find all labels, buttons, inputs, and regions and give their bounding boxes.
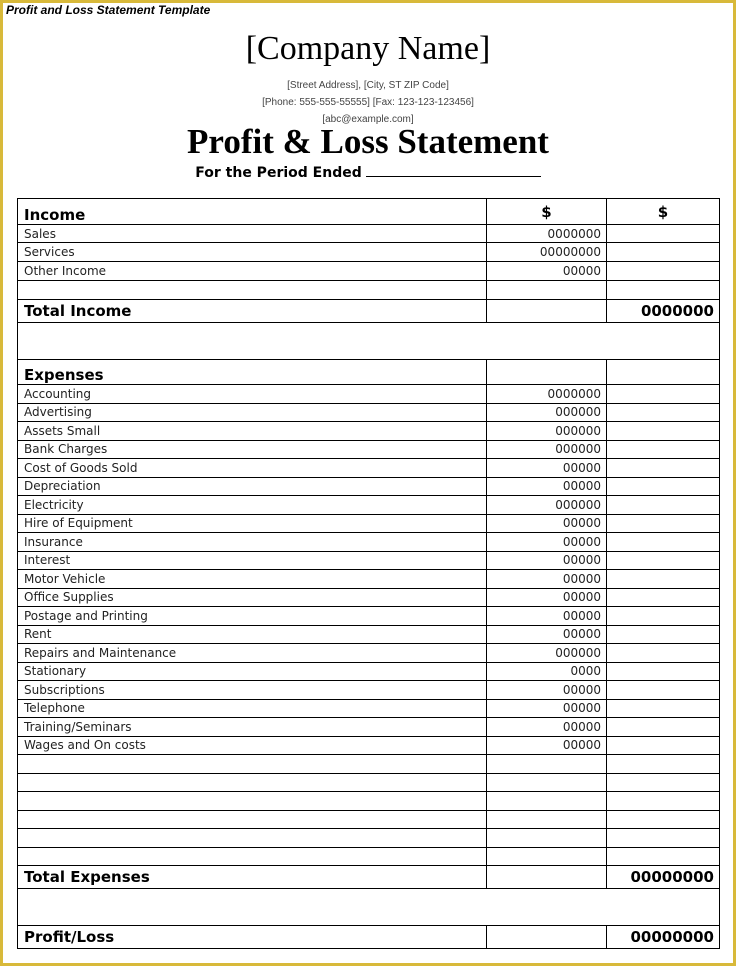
- expense-amount[interactable]: 00000: [487, 625, 607, 644]
- expense-amount[interactable]: 000000: [487, 644, 607, 663]
- table-row: [18, 588, 720, 607]
- table-row: [18, 459, 720, 478]
- empty-cell[interactable]: [607, 262, 720, 281]
- expense-amount[interactable]: 000000: [487, 422, 607, 441]
- expense-amount[interactable]: 00000: [487, 607, 607, 626]
- table-row: [18, 385, 720, 404]
- income-label: Sales: [18, 225, 487, 243]
- pl-table: [17, 198, 720, 949]
- table-row: [18, 422, 720, 441]
- empty-cell[interactable]: [607, 243, 720, 262]
- expense-amount[interactable]: 00000: [487, 736, 607, 755]
- expense-label: Wages and On costs: [18, 736, 487, 755]
- blank-row: [18, 810, 720, 829]
- income-header-row: [18, 199, 720, 225]
- empty-cell[interactable]: [487, 866, 607, 889]
- blank-row: [18, 755, 720, 774]
- period-blank[interactable]: [366, 162, 541, 177]
- empty-cell[interactable]: [607, 533, 720, 552]
- empty-cell[interactable]: [607, 829, 720, 848]
- table-row: [18, 440, 720, 459]
- empty-cell[interactable]: [487, 829, 607, 848]
- empty-cell[interactable]: [487, 300, 607, 323]
- empty-cell: [607, 360, 720, 385]
- empty-cell[interactable]: [607, 847, 720, 866]
- currency-header-1: $: [487, 199, 607, 225]
- empty-cell[interactable]: [487, 281, 607, 300]
- empty-cell[interactable]: [607, 477, 720, 496]
- company-header: [0, 30, 736, 128]
- blank-row: [18, 281, 720, 300]
- expense-label: Subscriptions: [18, 681, 487, 700]
- expense-amount[interactable]: 000000: [487, 496, 607, 515]
- empty-cell[interactable]: [607, 681, 720, 700]
- empty-cell[interactable]: [487, 773, 607, 792]
- total-income-row: [18, 300, 720, 323]
- empty-cell[interactable]: [607, 625, 720, 644]
- expense-label: Depreciation: [18, 477, 487, 496]
- expense-amount[interactable]: 00000: [487, 681, 607, 700]
- expense-label: Accounting: [18, 385, 487, 404]
- blank-row: [18, 847, 720, 866]
- total-expenses-label: Total Expenses: [18, 866, 487, 889]
- table-row: [18, 718, 720, 737]
- empty-cell[interactable]: [607, 644, 720, 663]
- table-row: [18, 551, 720, 570]
- period-label: For the Period Ended: [195, 165, 362, 181]
- profit-loss-value[interactable]: 00000000: [607, 926, 720, 949]
- empty-cell[interactable]: [18, 829, 487, 848]
- table-row: [18, 243, 720, 262]
- income-amount[interactable]: 0000000: [487, 225, 607, 243]
- expense-rows: [18, 385, 720, 755]
- period-line: [0, 162, 736, 183]
- expense-amount[interactable]: 00000: [487, 514, 607, 533]
- profit-loss-row: [18, 926, 720, 949]
- blank-row: [18, 773, 720, 792]
- blank-rows: [18, 755, 720, 866]
- table-row: [18, 570, 720, 589]
- empty-cell[interactable]: [607, 225, 720, 243]
- empty-cell[interactable]: [607, 588, 720, 607]
- empty-cell[interactable]: [487, 810, 607, 829]
- income-amount[interactable]: 00000000: [487, 243, 607, 262]
- currency-header-2: $: [607, 199, 720, 225]
- empty-cell[interactable]: [607, 551, 720, 570]
- empty-cell[interactable]: [607, 496, 720, 515]
- empty-cell[interactable]: [607, 736, 720, 755]
- empty-cell[interactable]: [18, 847, 487, 866]
- expense-amount[interactable]: 000000: [487, 440, 607, 459]
- empty-cell[interactable]: [607, 440, 720, 459]
- expense-label: Rent: [18, 625, 487, 644]
- expense-label: Bank Charges: [18, 440, 487, 459]
- table-row: [18, 403, 720, 422]
- company-address: [Street Address], [City, ST ZIP Code]: [287, 80, 449, 91]
- empty-cell[interactable]: [607, 422, 720, 441]
- table-row: [18, 225, 720, 243]
- empty-cell[interactable]: [18, 792, 487, 811]
- company-phone-fax: [Phone: 555-555-55555] [Fax: 123-123-123456]: [262, 97, 474, 108]
- company-name: [Company Name]: [245, 30, 491, 67]
- expense-label: Postage and Printing: [18, 607, 487, 626]
- empty-cell[interactable]: [607, 662, 720, 681]
- empty-cell[interactable]: [487, 926, 607, 949]
- empty-cell[interactable]: [607, 385, 720, 404]
- empty-cell[interactable]: [607, 755, 720, 774]
- expense-label: Hire of Equipment: [18, 514, 487, 533]
- table-row: [18, 514, 720, 533]
- empty-cell[interactable]: [487, 755, 607, 774]
- empty-cell[interactable]: [18, 281, 487, 300]
- expense-label: Training/Seminars: [18, 718, 487, 737]
- statement-title: Profit & Loss Statement: [187, 122, 549, 161]
- spacer-cell: [18, 323, 720, 360]
- total-income-label: Total Income: [18, 300, 487, 323]
- company-email: [abc@example.com]: [322, 114, 414, 125]
- table-row: [18, 699, 720, 718]
- table-row: [18, 681, 720, 700]
- expense-label: Motor Vehicle: [18, 570, 487, 589]
- profit-loss-label: Profit/Loss: [18, 926, 487, 949]
- expense-amount[interactable]: 000000: [487, 403, 607, 422]
- empty-cell[interactable]: [607, 570, 720, 589]
- table-row: [18, 644, 720, 663]
- spacer-cell: [18, 889, 720, 926]
- table-row: [18, 533, 720, 552]
- expense-label: Repairs and Maintenance: [18, 644, 487, 663]
- empty-cell[interactable]: [607, 607, 720, 626]
- income-amount[interactable]: 00000: [487, 262, 607, 281]
- table-row: [18, 662, 720, 681]
- income-label: Other Income: [18, 262, 487, 281]
- table-row: [18, 625, 720, 644]
- expense-amount[interactable]: 00000: [487, 533, 607, 552]
- spacer-row: [18, 323, 720, 360]
- blank-row: [18, 829, 720, 848]
- expense-label: Electricity: [18, 496, 487, 515]
- total-expenses-row: [18, 866, 720, 889]
- empty-cell[interactable]: [18, 755, 487, 774]
- expense-label: Advertising: [18, 403, 487, 422]
- expense-amount[interactable]: 00000: [487, 718, 607, 737]
- empty-cell[interactable]: [607, 459, 720, 478]
- expense-amount[interactable]: 00000: [487, 459, 607, 478]
- expense-label: Telephone: [18, 699, 487, 718]
- expense-label: Interest: [18, 551, 487, 570]
- empty-cell[interactable]: [607, 281, 720, 300]
- expense-amount[interactable]: 00000: [487, 588, 607, 607]
- empty-cell[interactable]: [487, 847, 607, 866]
- empty-cell: [487, 360, 607, 385]
- expenses-header-row: [18, 360, 720, 385]
- empty-cell[interactable]: [607, 699, 720, 718]
- expense-amount[interactable]: 0000000: [487, 385, 607, 404]
- empty-cell[interactable]: [487, 792, 607, 811]
- expense-amount[interactable]: 00000: [487, 551, 607, 570]
- table-row: [18, 477, 720, 496]
- table-row: [18, 496, 720, 515]
- expense-amount[interactable]: 00000: [487, 570, 607, 589]
- total-expenses-value[interactable]: 00000000: [607, 866, 720, 889]
- expense-amount[interactable]: 00000: [487, 699, 607, 718]
- expense-amount[interactable]: 0000: [487, 662, 607, 681]
- spacer-row: [18, 889, 720, 926]
- expense-amount[interactable]: 00000: [487, 477, 607, 496]
- expense-label: Insurance: [18, 533, 487, 552]
- expense-label: Assets Small: [18, 422, 487, 441]
- expense-label: Office Supplies: [18, 588, 487, 607]
- expense-label: Cost of Goods Sold: [18, 459, 487, 478]
- blank-row: [18, 792, 720, 811]
- expenses-heading: Expenses: [18, 360, 487, 385]
- expense-label: Stationary: [18, 662, 487, 681]
- empty-cell[interactable]: [18, 773, 487, 792]
- table-row: [18, 262, 720, 281]
- document-title: Profit and Loss Statement Template: [6, 3, 211, 17]
- table-row: [18, 736, 720, 755]
- total-income-value[interactable]: 0000000: [607, 300, 720, 323]
- income-heading: Income: [18, 199, 487, 225]
- income-label: Services: [18, 243, 487, 262]
- empty-cell[interactable]: [607, 514, 720, 533]
- empty-cell[interactable]: [607, 810, 720, 829]
- empty-cell[interactable]: [18, 810, 487, 829]
- empty-cell[interactable]: [607, 792, 720, 811]
- empty-cell[interactable]: [607, 773, 720, 792]
- table-row: [18, 607, 720, 626]
- empty-cell[interactable]: [607, 403, 720, 422]
- empty-cell[interactable]: [607, 718, 720, 737]
